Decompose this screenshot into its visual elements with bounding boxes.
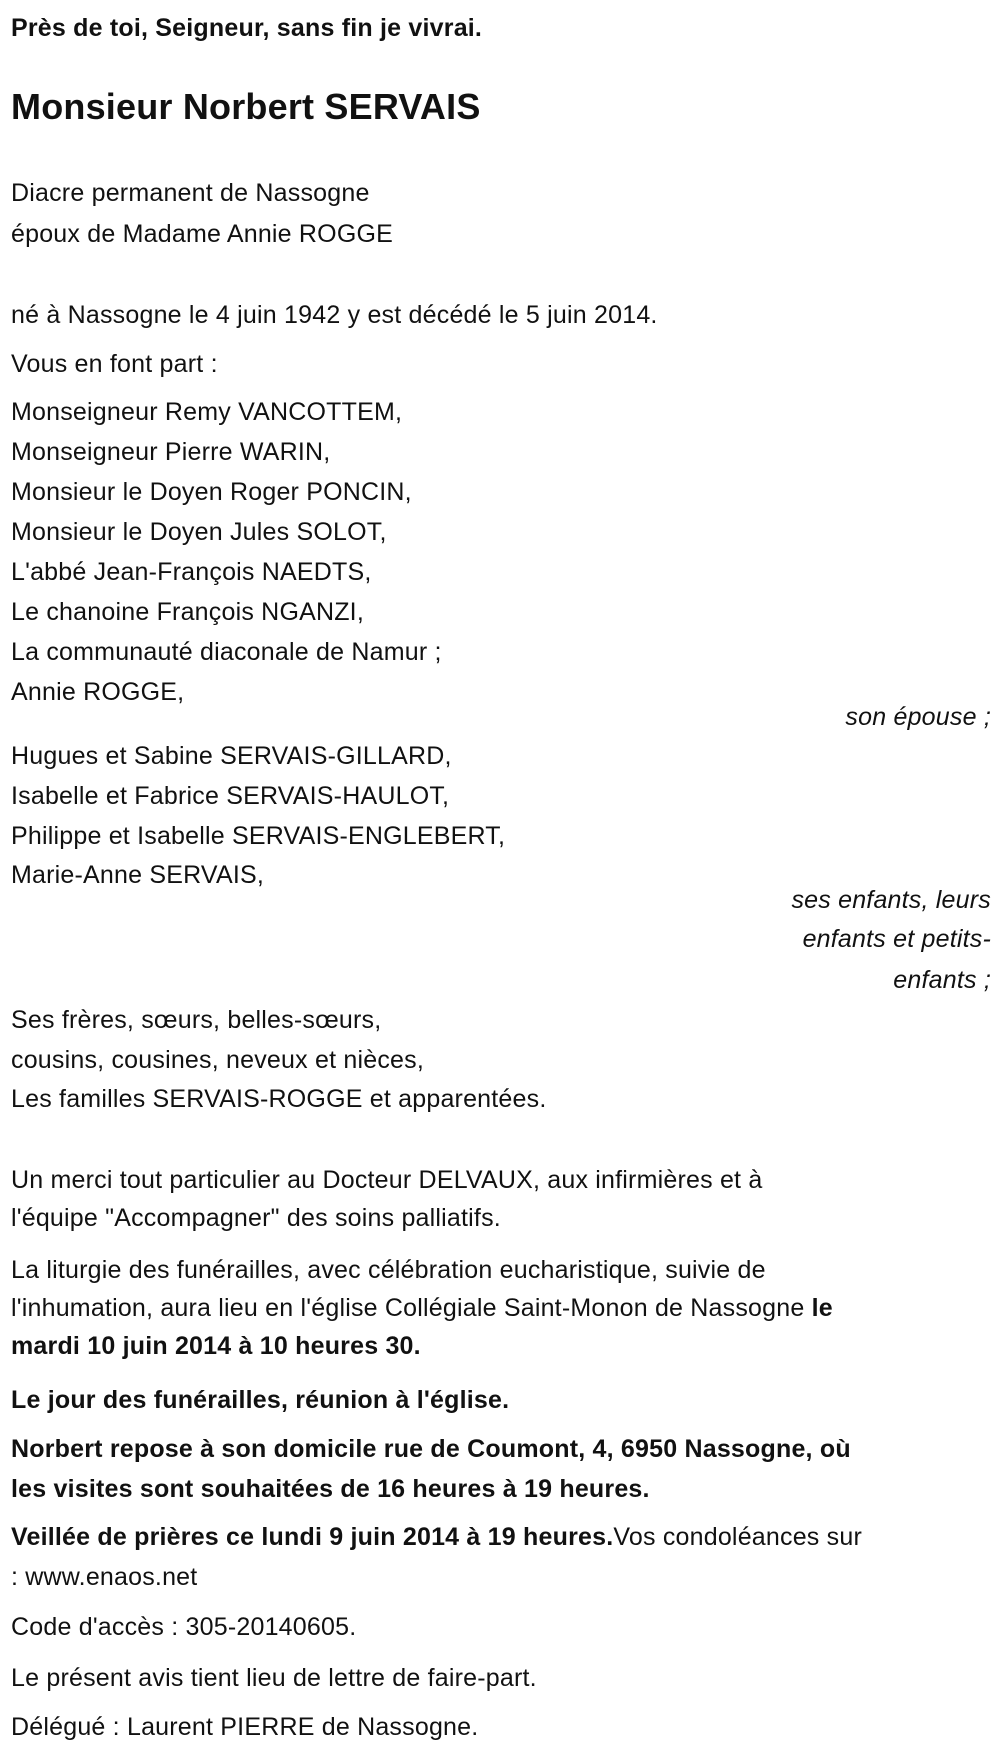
children-label: enfants ; xyxy=(893,966,991,994)
list-item: L'abbé Jean-François NAEDTS, xyxy=(11,558,372,586)
liturgy-line: La liturgie des funérailles, avec célébration eucharistique, suivie de xyxy=(11,1256,766,1284)
family-line: Les familles SERVAIS-ROGGE et apparentées. xyxy=(11,1085,547,1113)
list-item: Marie-Anne SERVAIS, xyxy=(11,861,264,889)
spouse-label: son épouse ; xyxy=(845,703,991,731)
children-label: ses enfants, leurs xyxy=(791,886,991,914)
rest-line: les visites sont souhaitées de 16 heures à 19 heures. xyxy=(11,1475,650,1503)
condolences-text: Vos condoléances sur xyxy=(613,1523,862,1551)
list-item: Philippe et Isabelle SERVAIS-ENGLEBERT, xyxy=(11,822,506,850)
intro-line: époux de Madame Annie ROGGE xyxy=(11,220,393,248)
liturgy-text: l'inhumation, aura lieu en l'église Collégiale Saint-Monon de Nassogne xyxy=(11,1294,812,1322)
list-item: Monseigneur Remy VANCOTTEM, xyxy=(11,398,403,426)
intro-line: Diacre permanent de Nassogne xyxy=(11,179,370,207)
list-item: Monsieur le Doyen Jules SOLOT, xyxy=(11,518,387,546)
list-item: Isabelle et Fabrice SERVAIS-HAULOT, xyxy=(11,782,450,810)
motto: Près de toi, Seigneur, sans fin je vivrai. xyxy=(11,14,483,42)
list-item: Annie ROGGE, xyxy=(11,678,185,706)
condolences-link[interactable]: : www.enaos.net xyxy=(11,1563,198,1591)
list-item: Monsieur le Doyen Roger PONCIN, xyxy=(11,478,412,506)
birth-death: né à Nassogne le 4 juin 1942 y est décédé le 5 juin 2014. xyxy=(11,301,658,329)
family-line: Ses frères, sœurs, belles-sœurs, xyxy=(11,1006,382,1034)
list-item: Hugues et Sabine SERVAIS-GILLARD, xyxy=(11,742,452,770)
notice: Le présent avis tient lieu de lettre de faire-part. xyxy=(11,1664,537,1692)
announce: Vous en font part : xyxy=(11,350,218,378)
delegate: Délégué : Laurent PIERRE de Nassogne. xyxy=(11,1713,479,1741)
vigil-line xyxy=(11,1522,862,1552)
liturgy-date-start: le xyxy=(811,1294,833,1322)
rest-line: Norbert repose à son domicile rue de Coumont, 4, 6950 Nassogne, où xyxy=(11,1435,851,1463)
page-title: Monsieur Norbert SERVAIS xyxy=(11,86,481,127)
list-item: Le chanoine François NGANZI, xyxy=(11,598,364,626)
liturgy-date: mardi 10 juin 2014 à 10 heures 30. xyxy=(11,1332,421,1360)
access-code: Code d'accès : 305-20140605. xyxy=(11,1613,357,1641)
vigil-bold: Veillée de prières ce lundi 9 juin 2014 à 19 heures. xyxy=(11,1523,614,1551)
children-label: enfants et petits- xyxy=(802,925,991,953)
liturgy-line xyxy=(11,1293,833,1323)
list-item: La communauté diaconale de Namur ; xyxy=(11,638,442,666)
thanks-line: l'équipe "Accompagner" des soins palliatifs. xyxy=(11,1204,501,1232)
family-line: cousins, cousines, neveux et nièces, xyxy=(11,1046,424,1074)
list-item: Monseigneur Pierre WARIN, xyxy=(11,438,331,466)
thanks-line: Un merci tout particulier au Docteur DELVAUX, aux infirmières et à xyxy=(11,1166,763,1194)
meeting: Le jour des funérailles, réunion à l'église. xyxy=(11,1386,510,1414)
